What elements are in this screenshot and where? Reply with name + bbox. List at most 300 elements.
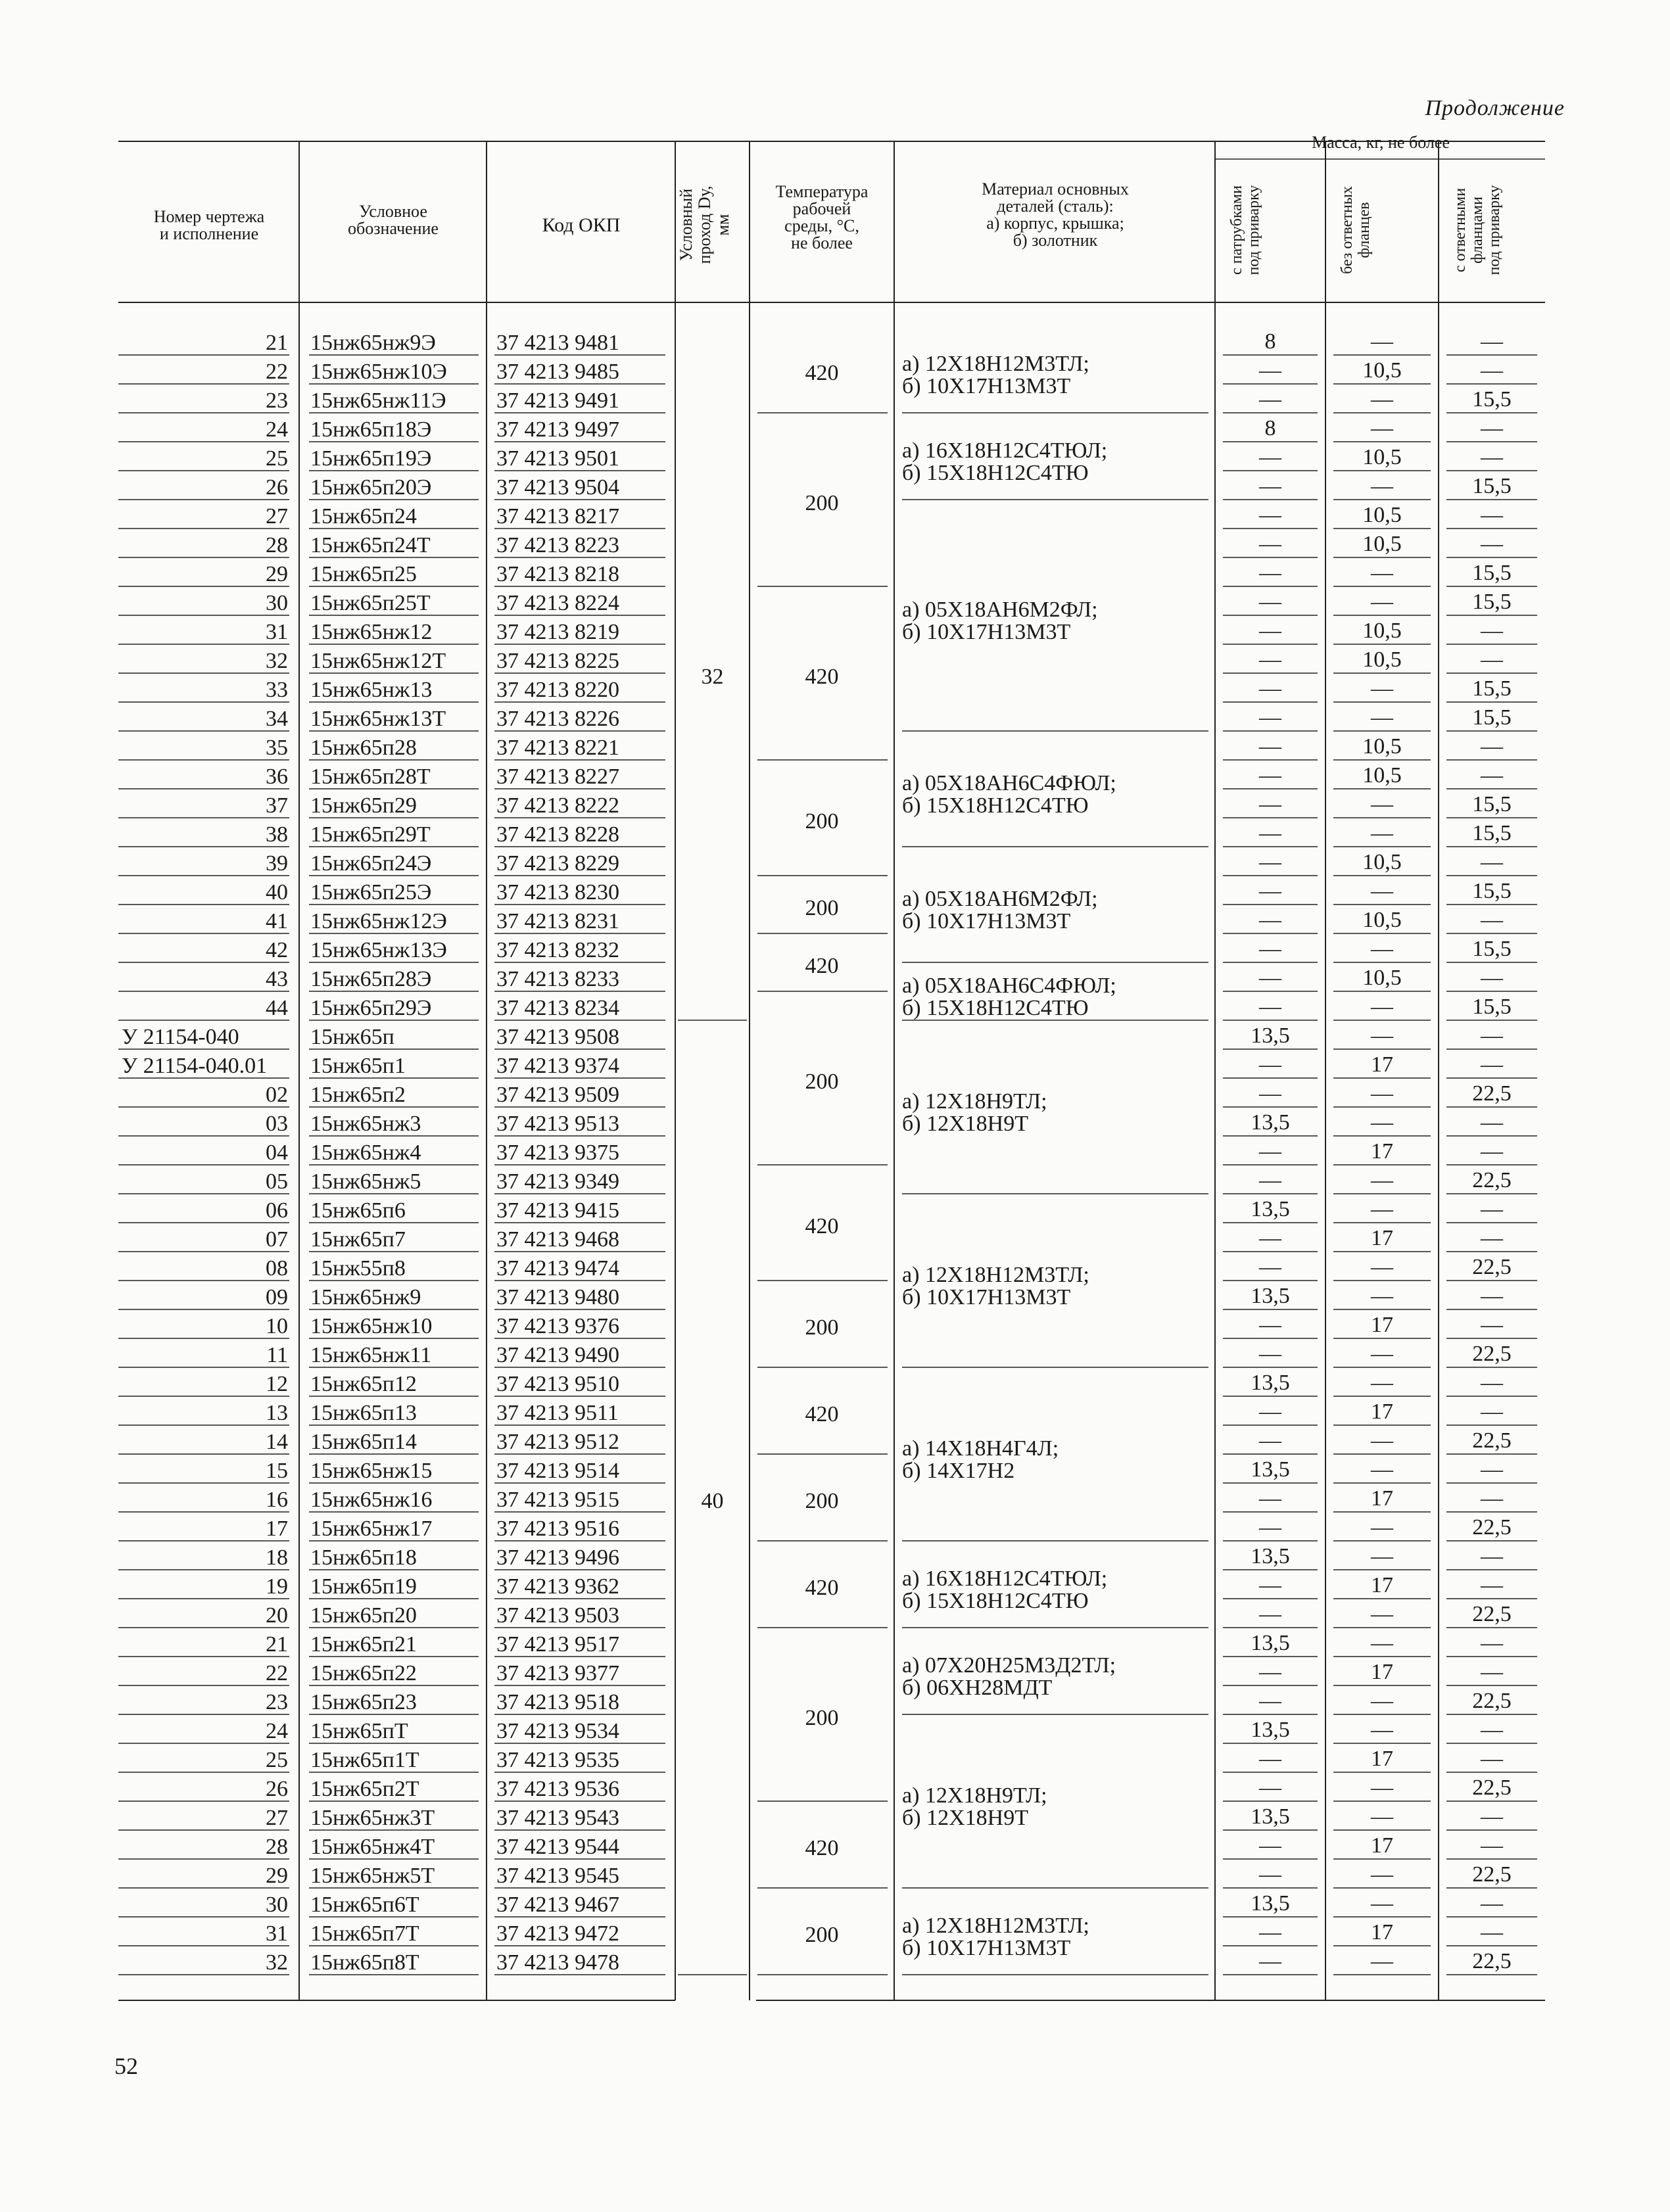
- mass-value: —: [1259, 619, 1281, 643]
- header-nominal-bore: проход Dу,: [695, 185, 714, 264]
- designation: 15нж65нж10: [310, 1314, 433, 1338]
- mass-value: 10,5: [1362, 647, 1402, 672]
- okp-code: 37 4213 8223: [496, 533, 619, 557]
- drawing-number: 35: [266, 736, 288, 760]
- designation: 15нж65нж9: [310, 1285, 421, 1309]
- mass-value: —: [1259, 1313, 1281, 1337]
- drawing-number: 30: [266, 591, 288, 615]
- mass-value: —: [1481, 1833, 1503, 1858]
- mass-value: —: [1371, 1168, 1393, 1192]
- mass-value: 15,5: [1472, 792, 1512, 816]
- mass-value: —: [1371, 1544, 1393, 1568]
- header-mass: Масса, кг, не более: [1312, 133, 1450, 152]
- mass-value: 17: [1371, 1920, 1393, 1944]
- header-material: а) корпус, крышка;: [986, 214, 1124, 233]
- mass-value: 15,5: [1472, 821, 1512, 845]
- okp-code: 37 4213 9514: [496, 1459, 619, 1483]
- temperature-value: 420: [805, 1836, 839, 1860]
- okp-code: 37 4213 9496: [496, 1545, 619, 1570]
- mass-value: —: [1371, 1689, 1393, 1713]
- header-material: б) золотник: [1013, 231, 1098, 250]
- mass-value: —: [1371, 1804, 1393, 1829]
- okp-code: 37 4213 8229: [496, 851, 619, 876]
- drawing-number: 27: [266, 504, 288, 529]
- mass-value: —: [1259, 590, 1281, 614]
- material-disc: б) 10Х17Н13М3Т: [902, 620, 1071, 644]
- okp-code: 37 4213 9513: [496, 1112, 619, 1136]
- okp-code: 37 4213 9518: [496, 1690, 619, 1714]
- mass-value: —: [1259, 561, 1281, 585]
- okp-code: 37 4213 9415: [496, 1198, 619, 1223]
- material-disc: б) 10Х17Н13М3Т: [902, 1936, 1071, 1960]
- material-body: а) 12Х18Н12М3ТЛ;: [902, 1914, 1089, 1938]
- mass-value: —: [1481, 966, 1503, 990]
- header-mass-subcolumn: без ответных: [1339, 186, 1356, 274]
- material-disc: б) 12Х18Н9Т: [902, 1806, 1028, 1830]
- okp-code: 37 4213 9491: [496, 388, 619, 413]
- mass-value: —: [1259, 1602, 1281, 1626]
- drawing-number: 14: [266, 1430, 288, 1454]
- designation: 15нж65п18Э: [310, 417, 432, 442]
- designation: 15нж65п1: [310, 1054, 406, 1078]
- header-material: Материал основных: [982, 179, 1129, 199]
- drawing-number: 27: [266, 1806, 288, 1830]
- mass-value: —: [1481, 445, 1503, 469]
- mass-value: —: [1371, 474, 1393, 498]
- header-nominal-bore: Условный: [677, 188, 696, 262]
- drawing-number: 23: [266, 1690, 288, 1714]
- designation: 15нж65п24Э: [310, 851, 432, 876]
- mass-value: 13,5: [1251, 1891, 1290, 1916]
- okp-code: 37 4213 9515: [496, 1488, 619, 1512]
- mass-value: —: [1481, 1544, 1503, 1568]
- designation: 15нж65нж3: [310, 1112, 421, 1136]
- material-body: а) 05Х18АН6М2ФЛ;: [902, 887, 1098, 911]
- drawing-number: 11: [266, 1343, 288, 1367]
- mass-value: 13,5: [1251, 1024, 1290, 1048]
- okp-code: 37 4213 9468: [496, 1227, 619, 1252]
- material-disc: б) 15Х18Н12С4ТЮ: [902, 1589, 1089, 1613]
- temperature-value: 200: [805, 1070, 839, 1094]
- mass-value: —: [1481, 1486, 1503, 1511]
- mass-value: 22,5: [1472, 1342, 1512, 1366]
- mass-value: —: [1481, 1660, 1503, 1684]
- mass-value: 10,5: [1362, 908, 1402, 932]
- header-mass-subcolumn: фланцами: [1469, 197, 1486, 264]
- mass-value: 15,5: [1472, 705, 1512, 730]
- mass-value: 10,5: [1362, 619, 1402, 643]
- okp-code: 37 4213 9377: [496, 1661, 619, 1685]
- mass-value: —: [1259, 792, 1281, 816]
- temperature-value: 200: [805, 1706, 839, 1730]
- drawing-number: 21: [266, 1632, 288, 1657]
- designation: 15нж65нж5: [310, 1169, 421, 1194]
- header-designation: Условное: [359, 202, 427, 221]
- drawing-number: 23: [266, 388, 288, 413]
- mass-value: —: [1371, 416, 1393, 440]
- okp-code: 37 4213 8218: [496, 562, 619, 586]
- mass-value: —: [1259, 387, 1281, 412]
- material-disc: б) 15Х18Н12С4ТЮ: [902, 793, 1089, 818]
- temperature-value: 200: [805, 1315, 839, 1340]
- mass-value: 13,5: [1251, 1544, 1290, 1568]
- mass-value: 22,5: [1472, 1168, 1512, 1192]
- drawing-number: 08: [266, 1256, 288, 1281]
- page-number: 52: [114, 2053, 138, 2079]
- header-material: деталей (сталь):: [997, 197, 1114, 216]
- mass-value: —: [1371, 1515, 1393, 1540]
- designation: 15нж55п8: [310, 1256, 406, 1281]
- mass-value: —: [1371, 1718, 1393, 1742]
- designation: 15нж65п8Т: [310, 1950, 419, 1975]
- okp-code: 37 4213 9485: [496, 360, 619, 384]
- designation: 15нж65п22: [310, 1661, 417, 1685]
- designation: 15нж65п23: [310, 1690, 417, 1714]
- mass-value: —: [1371, 1457, 1393, 1482]
- mass-value: 17: [1371, 1833, 1393, 1858]
- designation: 15нж65п29Т: [310, 822, 431, 847]
- designation: 15нж65п29: [310, 793, 417, 818]
- mass-value: 22,5: [1472, 1081, 1512, 1106]
- drawing-number: 13: [266, 1401, 288, 1425]
- mass-value: —: [1481, 1631, 1503, 1655]
- header-mass-subcolumn: фланцев: [1356, 202, 1373, 258]
- mass-value: 10,5: [1362, 532, 1402, 556]
- mass-value: —: [1371, 1255, 1393, 1279]
- material-disc: б) 12Х18Н9Т: [902, 1112, 1028, 1136]
- okp-code: 37 4213 8231: [496, 909, 619, 933]
- mass-value: —: [1481, 1226, 1503, 1250]
- mass-value: —: [1259, 1862, 1281, 1887]
- mass-value: —: [1371, 329, 1393, 354]
- mass-value: —: [1371, 1862, 1393, 1887]
- mass-value: —: [1259, 937, 1281, 961]
- drawing-number: 09: [266, 1285, 288, 1309]
- mass-value: —: [1259, 821, 1281, 845]
- mass-value: —: [1371, 1371, 1393, 1395]
- designation: 15нж65п25: [310, 562, 417, 586]
- mass-value: 17: [1371, 1139, 1393, 1164]
- mass-value: —: [1481, 532, 1503, 556]
- mass-value: —: [1259, 1833, 1281, 1858]
- mass-value: 17: [1371, 1660, 1393, 1684]
- mass-value: —: [1481, 1718, 1503, 1742]
- designation: 15нж65п: [310, 1025, 394, 1049]
- drawing-number: 32: [266, 1950, 288, 1975]
- okp-code: 37 4213 8221: [496, 736, 619, 760]
- drawing-number: 31: [266, 620, 288, 644]
- okp-code: 37 4213 9467: [496, 1893, 619, 1917]
- mass-value: 15,5: [1472, 995, 1512, 1019]
- header-nominal-bore: мм: [713, 214, 732, 236]
- designation: 15нж65нж12Э: [310, 909, 447, 933]
- drawing-number: 16: [266, 1488, 288, 1512]
- mass-value: —: [1481, 1284, 1503, 1308]
- okp-code: 37 4213 8227: [496, 765, 619, 789]
- temperature-value: 200: [805, 1923, 839, 1947]
- mass-value: —: [1259, 1342, 1281, 1366]
- mass-value: 13,5: [1251, 1631, 1290, 1655]
- drawing-number: 17: [266, 1517, 288, 1541]
- mass-value: 22,5: [1472, 1515, 1512, 1540]
- mass-value: 15,5: [1472, 590, 1512, 614]
- mass-value: 10,5: [1362, 734, 1402, 759]
- drawing-number: 44: [266, 996, 288, 1020]
- designation: 15нж65нж12: [310, 620, 433, 644]
- mass-value: —: [1259, 1139, 1281, 1164]
- okp-code: 37 4213 9478: [496, 1950, 619, 1975]
- mass-value: 15,5: [1472, 561, 1512, 585]
- mass-value: 13,5: [1251, 1197, 1290, 1221]
- drawing-number: 30: [266, 1893, 288, 1917]
- header-temperature: Температура: [775, 182, 869, 201]
- mass-value: —: [1371, 1110, 1393, 1135]
- temperature-value: 200: [805, 809, 839, 834]
- mass-value: —: [1371, 792, 1393, 816]
- mass-value: —: [1481, 358, 1503, 383]
- header-temperature: рабочей: [792, 199, 851, 218]
- mass-value: —: [1259, 850, 1281, 874]
- drawing-number: 26: [266, 1777, 288, 1801]
- drawing-number: 29: [266, 562, 288, 586]
- designation: 15нж65нж13: [310, 678, 433, 702]
- mass-value: —: [1481, 1313, 1503, 1337]
- okp-code: 37 4213 9374: [496, 1054, 619, 1078]
- okp-code: 37 4213 9543: [496, 1806, 619, 1830]
- mass-value: 13,5: [1251, 1804, 1290, 1829]
- designation: 15нж65п1Т: [310, 1748, 419, 1772]
- designation: 15нж65п28Т: [310, 765, 431, 789]
- okp-code: 37 4213 9503: [496, 1603, 619, 1628]
- okp-code: 37 4213 9544: [496, 1835, 619, 1859]
- header-okp-code: Код ОКП: [542, 214, 621, 236]
- okp-code: 37 4213 8230: [496, 880, 619, 905]
- okp-code: 37 4213 8222: [496, 793, 619, 818]
- nominal-bore-value: 40: [701, 1489, 724, 1513]
- mass-value: —: [1481, 1110, 1503, 1135]
- mass-value: 15,5: [1472, 937, 1512, 961]
- mass-value: 22,5: [1472, 1602, 1512, 1626]
- drawing-number: 04: [266, 1141, 288, 1165]
- material-body: а) 16Х18Н12С4ТЮЛ;: [902, 1566, 1108, 1591]
- drawing-number: 37: [266, 793, 288, 818]
- drawing-number: 39: [266, 851, 288, 876]
- mass-value: 13,5: [1251, 1284, 1290, 1308]
- drawing-number: 29: [266, 1864, 288, 1888]
- mass-value: 22,5: [1472, 1689, 1512, 1713]
- mass-value: 22,5: [1472, 1949, 1512, 1973]
- drawing-number: 28: [266, 533, 288, 557]
- mass-value: —: [1481, 619, 1503, 643]
- mass-value: —: [1259, 474, 1281, 498]
- mass-value: —: [1259, 763, 1281, 788]
- drawing-number: 32: [266, 649, 288, 673]
- temperature-value: 420: [805, 1402, 839, 1426]
- mass-value: —: [1371, 1776, 1393, 1800]
- okp-code: 37 4213 8225: [496, 649, 619, 673]
- mass-value: —: [1259, 1400, 1281, 1424]
- drawing-number: 12: [266, 1372, 288, 1396]
- drawing-number: У 21154-040.01: [122, 1054, 268, 1078]
- okp-code: 37 4213 9509: [496, 1083, 619, 1107]
- okp-code: 37 4213 9512: [496, 1430, 619, 1454]
- mass-value: —: [1259, 908, 1281, 932]
- designation: 15нж65нж11: [310, 1343, 432, 1367]
- mass-value: 22,5: [1472, 1862, 1512, 1887]
- designation: 15нж65п6: [310, 1198, 406, 1223]
- okp-code: 37 4213 8232: [496, 938, 619, 962]
- mass-value: —: [1481, 1197, 1503, 1221]
- mass-value: —: [1481, 734, 1503, 759]
- drawing-number: 07: [266, 1227, 288, 1252]
- mass-value: 8: [1264, 329, 1276, 354]
- mass-value: —: [1371, 1602, 1393, 1626]
- designation: 15нж65нж5Т: [310, 1864, 435, 1888]
- header-temperature: среды, °С,: [784, 216, 859, 235]
- designation: 15нж65п19: [310, 1574, 417, 1599]
- designation: 15нж65нж3Т: [310, 1806, 435, 1830]
- temperature-value: 420: [805, 954, 839, 978]
- okp-code: 37 4213 9472: [496, 1921, 619, 1946]
- designation: 15нж65п13: [310, 1401, 417, 1425]
- mass-value: —: [1259, 1920, 1281, 1944]
- header-designation: обозначение: [348, 219, 439, 238]
- header-mass-subcolumn: с патрубками: [1228, 185, 1245, 275]
- mass-value: —: [1481, 647, 1503, 672]
- designation: 15нж65нж13Э: [310, 938, 447, 962]
- okp-code: 37 4213 9535: [496, 1748, 619, 1772]
- designation: 15нж65п20Э: [310, 475, 432, 500]
- material-body: а) 12Х18Н12М3ТЛ;: [902, 352, 1089, 376]
- mass-value: —: [1371, 1024, 1393, 1048]
- mass-value: 10,5: [1362, 358, 1402, 383]
- okp-code: 37 4213 9474: [496, 1256, 619, 1281]
- mass-value: —: [1371, 821, 1393, 845]
- mass-value: 17: [1371, 1486, 1393, 1511]
- designation: 15нж65нж17: [310, 1517, 433, 1541]
- drawing-number: 05: [266, 1169, 288, 1194]
- header-temperature: не более: [791, 233, 853, 252]
- mass-value: —: [1259, 1747, 1281, 1771]
- material-disc: б) 06ХН28МДТ: [902, 1676, 1053, 1700]
- drawing-number: 36: [266, 765, 288, 789]
- designation: 15нж65п2: [310, 1083, 406, 1107]
- mass-value: —: [1259, 734, 1281, 759]
- mass-value: —: [1481, 416, 1503, 440]
- okp-code: 37 4213 9497: [496, 417, 619, 442]
- designation: 15нж65нж12Т: [310, 649, 446, 673]
- mass-value: —: [1259, 1689, 1281, 1713]
- mass-value: —: [1371, 879, 1393, 903]
- mass-value: —: [1371, 1342, 1393, 1366]
- mass-value: 15,5: [1472, 474, 1512, 498]
- nominal-bore-value: 32: [701, 665, 724, 689]
- mass-value: 17: [1371, 1400, 1393, 1424]
- okp-code: 37 4213 9536: [496, 1777, 619, 1801]
- mass-value: 13,5: [1251, 1718, 1290, 1742]
- mass-value: —: [1259, 503, 1281, 527]
- designation: 15нж65п21: [310, 1632, 417, 1657]
- mass-value: —: [1259, 1428, 1281, 1453]
- drawing-number: 20: [266, 1603, 288, 1628]
- mass-value: —: [1481, 1804, 1503, 1829]
- okp-code: 37 4213 9362: [496, 1574, 619, 1599]
- material-disc: б) 14Х17Н2: [902, 1459, 1015, 1483]
- mass-value: —: [1481, 763, 1503, 788]
- mass-value: —: [1259, 966, 1281, 990]
- mass-value: —: [1481, 1920, 1503, 1944]
- mass-value: —: [1259, 1660, 1281, 1684]
- drawing-number: 38: [266, 822, 288, 847]
- mass-value: —: [1259, 879, 1281, 903]
- mass-value: —: [1259, 705, 1281, 730]
- mass-value: 17: [1371, 1052, 1393, 1077]
- mass-value: —: [1481, 1400, 1503, 1424]
- mass-value: —: [1371, 1284, 1393, 1308]
- mass-value: —: [1259, 1515, 1281, 1540]
- okp-code: 37 4213 8228: [496, 822, 619, 847]
- material-body: а) 12Х18Н9ТЛ;: [902, 1089, 1047, 1114]
- material-body: а) 05Х18АН6М2ФЛ;: [902, 598, 1098, 622]
- mass-value: 15,5: [1472, 676, 1512, 701]
- mass-value: —: [1259, 1052, 1281, 1077]
- okp-code: 37 4213 8224: [496, 591, 619, 615]
- mass-value: —: [1371, 1949, 1393, 1973]
- mass-value: —: [1371, 387, 1393, 412]
- mass-value: —: [1259, 1255, 1281, 1279]
- okp-code: 37 4213 9501: [496, 446, 619, 471]
- drawing-number: 25: [266, 1748, 288, 1772]
- drawing-number: 24: [266, 1719, 288, 1743]
- mass-value: —: [1371, 561, 1393, 585]
- mass-value: —: [1259, 1486, 1281, 1511]
- drawing-number: 22: [266, 1661, 288, 1685]
- designation: 15нж65нж11Э: [310, 388, 446, 413]
- drawing-number: 06: [266, 1198, 288, 1223]
- designation: 15нж65п20: [310, 1603, 417, 1628]
- temperature-value: 200: [805, 491, 839, 515]
- mass-value: 10,5: [1362, 503, 1402, 527]
- mass-value: 13,5: [1251, 1371, 1290, 1395]
- okp-code: 37 4213 9490: [496, 1343, 619, 1367]
- okp-code: 37 4213 9534: [496, 1719, 619, 1743]
- mass-value: —: [1481, 908, 1503, 932]
- mass-value: —: [1371, 676, 1393, 701]
- drawing-number: 26: [266, 475, 288, 500]
- mass-value: 22,5: [1472, 1255, 1512, 1279]
- mass-value: —: [1481, 1052, 1503, 1077]
- mass-value: —: [1481, 1139, 1503, 1164]
- mass-value: —: [1259, 1776, 1281, 1800]
- designation: 15нж65п29Э: [310, 996, 432, 1020]
- designation: 15нж65п24Т: [310, 533, 431, 557]
- header-mass-subcolumn: с ответными: [1452, 187, 1469, 273]
- mass-value: 17: [1371, 1573, 1393, 1597]
- okp-code: 37 4213 8219: [496, 620, 619, 644]
- material-disc: б) 15Х18Н12С4ТЮ: [902, 461, 1089, 485]
- material-disc: б) 10Х17Н13М3Т: [902, 374, 1071, 398]
- continuation-label: Продолжение: [1425, 96, 1565, 120]
- material-body: а) 12Х18Н12М3ТЛ;: [902, 1263, 1089, 1287]
- okp-code: 37 4213 8226: [496, 707, 619, 731]
- mass-value: —: [1371, 1081, 1393, 1106]
- okp-code: 37 4213 9376: [496, 1314, 619, 1338]
- temperature-value: 420: [805, 665, 839, 689]
- mass-value: —: [1259, 532, 1281, 556]
- drawing-number: 42: [266, 938, 288, 962]
- material-body: а) 07Х20Н25М3Д2ТЛ;: [902, 1653, 1116, 1678]
- material-body: а) 16Х18Н12С4ТЮЛ;: [902, 438, 1108, 463]
